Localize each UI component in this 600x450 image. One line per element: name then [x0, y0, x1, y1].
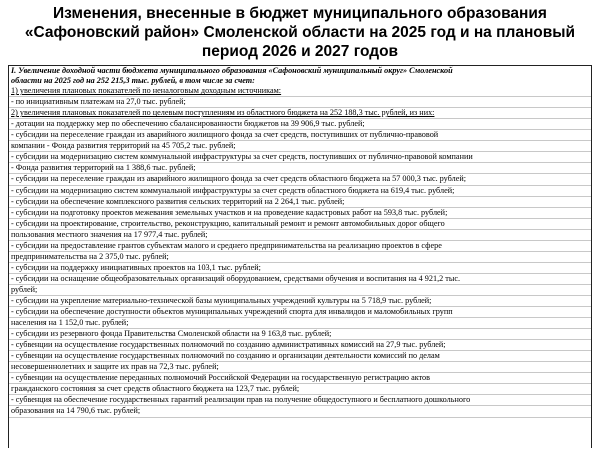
text-line: предпринимательства на 2 375,0 тыс. рублей;	[9, 252, 591, 263]
subsection-line: 1) увеличения плановых показателей по неналоговым доходным источникам:	[9, 86, 591, 97]
text-line: - субсидии на оснащение общеобразовательных организаций оборудованием, средствами обучения и воспитания на 4 921,2 тыс.	[9, 274, 591, 285]
text-line: - субсидии на поддержку инициативных проектов на 103,1 тыс. рублей;	[9, 263, 591, 274]
text-line: компании - Фонда развития территорий на 45 705,2 тыс. рублей;	[9, 141, 591, 152]
text-line: - субсидии на укрепление материально-технической базы муниципальных учреждений культуры на 5 718,9 тыс. рублей;	[9, 296, 591, 307]
section-heading-line: I. Увеличение доходной части бюджета муниципального образования «Сафоновский муниципальный округ» Смоленской	[11, 66, 453, 75]
text-line: - субсидии на обеспечение доступности объектов муниципальных учреждений спорта для инвалидов и маломобильных групп	[9, 307, 591, 318]
section-heading-line: области на 2025 год на 252 215,3 тыс. рублей, в том числе за счет:	[11, 76, 255, 86]
text-line: - субсидии на проектирование, строительство, реконструкцию, капитальный ремонт и ремонт автомобильных дорог общего	[9, 219, 591, 230]
title-line: Изменения, внесенные в бюджет муниципального образования	[53, 5, 547, 22]
text-line: - субсидии на переселение граждан из аварийного жилищного фонда за счет средств областного бюджета на 57 000,3 тыс. рублей;	[9, 174, 591, 185]
subsection-line: 2) увеличения плановых показателей по целевым поступлениям из областного бюджета на 252 188,3 тыс. рублей, из них:	[9, 108, 591, 119]
text-line: - субсидии на обеспечение комплексного развития сельских территорий на 2 264,1 тыс. рублей;	[9, 197, 591, 208]
text-line: - субвенции на осуществление переданных полномочий Российской Федерации на государственную регистрацию актов	[9, 373, 591, 384]
text-line: - субсидии на модернизацию систем коммунальной инфраструктуры за счет средств областного бюджета на 619,4 тыс. рублей;	[9, 186, 591, 197]
text-line: несовершеннолетних и защите их прав на 72,3 тыс. рублей;	[9, 362, 591, 373]
text-line: - субвенции на осуществление государственных полномочий по созданию административных комиссий на 27,9 тыс. рублей;	[9, 340, 591, 351]
text-line: - субвенции на осуществление государственных полномочий по созданию и организации деятельности комиссий по делам	[9, 351, 591, 362]
text-line: рублей;	[9, 285, 591, 296]
text-line: - субвенция на обеспечение государственных гарантий реализации прав на получение общедоступного и бесплатного дошкольного	[9, 395, 591, 406]
text-line: - по инициативным платежам на 27,0 тыс. рублей;	[9, 97, 591, 108]
text-line: населения на 1 152,0 тыс. рублей;	[9, 318, 591, 329]
text-line: гражданского состояния за счет средств областного бюджета на 123,7 тыс. рублей;	[9, 384, 591, 395]
text-line: - субсидии на подготовку проектов межевания земельных участков и на проведение кадастровых работ на 593,8 тыс. рублей;	[9, 208, 591, 219]
title-line: «Сафоновский район» Смоленской области на 2025 год и на плановый	[24, 24, 576, 41]
text-line: - субсидии на модернизацию систем коммунальной инфраструктуры за счет средств, поступивших от публично-правовой компании	[9, 152, 591, 163]
text-line: - субсидии на предоставление грантов субъектам малого и среднего предпринимательства на реализацию проектов в сфере	[9, 241, 591, 252]
text-line: пользования местного значения на 17 977,4 тыс. рублей;	[9, 230, 591, 241]
text-line: - субсидии из резервного фонда Правительства Смоленской области на 9 163,8 тыс. рублей;	[9, 329, 591, 340]
document-title	[0, 4, 600, 61]
content-box	[8, 65, 592, 448]
text-line: - субсидии на переселение граждан из аварийного жилищного фонда за счет средств, поступивших от публично-правовой	[9, 130, 591, 141]
title-line: период 2026 и 2027 годов	[201, 43, 399, 60]
text-line: - дотации на поддержку мер по обеспечению сбалансированности бюджетов на 39 906,9 тыс. рублей;	[9, 119, 591, 130]
text-line: - Фонда развития территорий на 1 388,6 тыс. рублей;	[9, 163, 591, 174]
text-line: образования на 14 790,6 тыс. рублей;	[9, 406, 591, 417]
